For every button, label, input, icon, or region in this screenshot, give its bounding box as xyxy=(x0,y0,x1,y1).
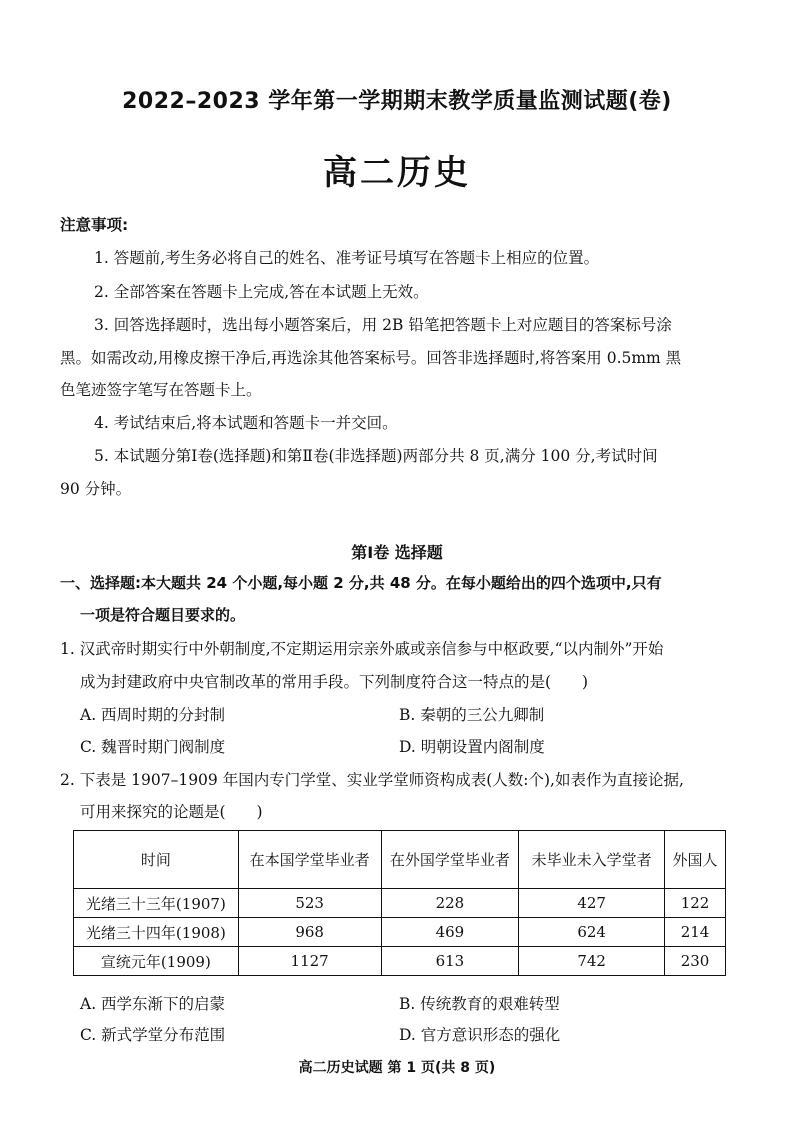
table-cell: 122 xyxy=(665,889,726,918)
table-header-cell: 时间 xyxy=(74,831,239,889)
notice-line-3-end: 色笔迹签字笔写在答题卡上。 xyxy=(60,381,262,399)
table-header-cell: 外国人 xyxy=(665,831,726,889)
q1-stem: 1. 汉武帝时期实行中外朝制度,不定期运用宗亲外戚或亲信参与中枢政要,“以内制外”开始 xyxy=(60,640,664,658)
table-cell: 光绪三十四年(1908) xyxy=(74,918,239,947)
table-cell: 230 xyxy=(665,947,726,976)
q1-option-b: B. 秦朝的三公九卿制 xyxy=(399,706,545,724)
notice-heading: 注意事项: xyxy=(60,216,129,234)
table-row xyxy=(74,918,726,947)
exam-title: 2022–2023 学年第一学期期末教学质量监测试题(卷) xyxy=(122,89,672,114)
notice-line-5-cont: 90 分钟。 xyxy=(60,480,132,498)
q1-option-c: C. 魏晋时期门阀制度 xyxy=(80,738,226,756)
table-header-cell: 在本国学堂毕业者 xyxy=(238,831,381,889)
table-cell: 光绪三十三年(1907) xyxy=(74,889,239,918)
teacher-composition-table xyxy=(73,830,726,976)
notice-line-3: 3. 回答选择题时，选出每小题答案后，用 2B 铅笔把答题卡上对应题目的答案标号涂 xyxy=(94,316,672,334)
page-footer: 高二历史试题 第 1 页(共 8 页) xyxy=(298,1060,496,1076)
notice-line-1: 1. 答题前,考生务必将自己的姓名、准考证号填写在答题卡上相应的位置。 xyxy=(94,249,600,267)
q2-option-c: C. 新式学堂分布范围 xyxy=(80,1026,226,1044)
q2-stem-cont: 可用来探究的论题是( ) xyxy=(80,803,263,821)
notice-line-3-cont: 黑。如需改动,用橡皮擦干净后,再选涂其他答案标号。回答非选择题时,将答案用 0.5mm 黑 xyxy=(60,349,682,367)
notice-line-2: 2. 全部答案在答题卡上完成,答在本试题上无效。 xyxy=(94,283,429,301)
table-cell: 228 xyxy=(381,889,519,918)
table-header-cell: 未毕业未入学堂者 xyxy=(519,831,665,889)
table-cell: 613 xyxy=(381,947,519,976)
section-intro-cont: 一项是符合题目要求的。 xyxy=(80,606,246,624)
notice-line-4: 4. 考试结束后,将本试题和答题卡一并交回。 xyxy=(94,414,398,432)
table-cell: 742 xyxy=(519,947,665,976)
table-header-row xyxy=(74,831,726,889)
table-cell: 427 xyxy=(519,889,665,918)
section-intro: 一、选择题:本大题共 24 个小题,每小题 2 分,共 48 分。在每小题给出的四个选项中,只有 xyxy=(60,574,662,592)
table-cell: 624 xyxy=(519,918,665,947)
table-cell: 469 xyxy=(381,918,519,947)
table-cell: 1127 xyxy=(238,947,381,976)
table-row xyxy=(74,947,726,976)
table-row xyxy=(74,889,726,918)
table-header-cell: 在外国学堂毕业者 xyxy=(381,831,519,889)
notice-line-5: 5. 本试题分第Ⅰ卷(选择题)和第Ⅱ卷(非选择题)两部分共 8 页,满分 100 分,考试时间 xyxy=(94,447,658,465)
table-cell: 968 xyxy=(238,918,381,947)
section-title: 第Ⅰ卷 选择题 xyxy=(351,543,443,562)
table-cell: 宣统元年(1909) xyxy=(74,947,239,976)
subject-title: 高二历史 xyxy=(323,153,471,193)
q1-option-a: A. 西周时期的分封制 xyxy=(80,706,226,724)
q2-option-d: D. 官方意识形态的强化 xyxy=(399,1026,561,1044)
q2-option-a: A. 西学东渐下的启蒙 xyxy=(80,995,226,1013)
table-cell: 214 xyxy=(665,918,726,947)
q2-option-b: B. 传统教育的艰难转型 xyxy=(399,995,560,1013)
table-cell: 523 xyxy=(238,889,381,918)
q1-option-d: D. 明朝设置内阁制度 xyxy=(399,738,545,756)
q2-stem: 2. 下表是 1907–1909 年国内专门学堂、实业学堂师资构成表(人数:个),如表作为直接论据, xyxy=(60,771,684,789)
q1-stem-cont: 成为封建政府中央官制改革的常用手段。下列制度符合这一特点的是( ) xyxy=(80,673,589,691)
